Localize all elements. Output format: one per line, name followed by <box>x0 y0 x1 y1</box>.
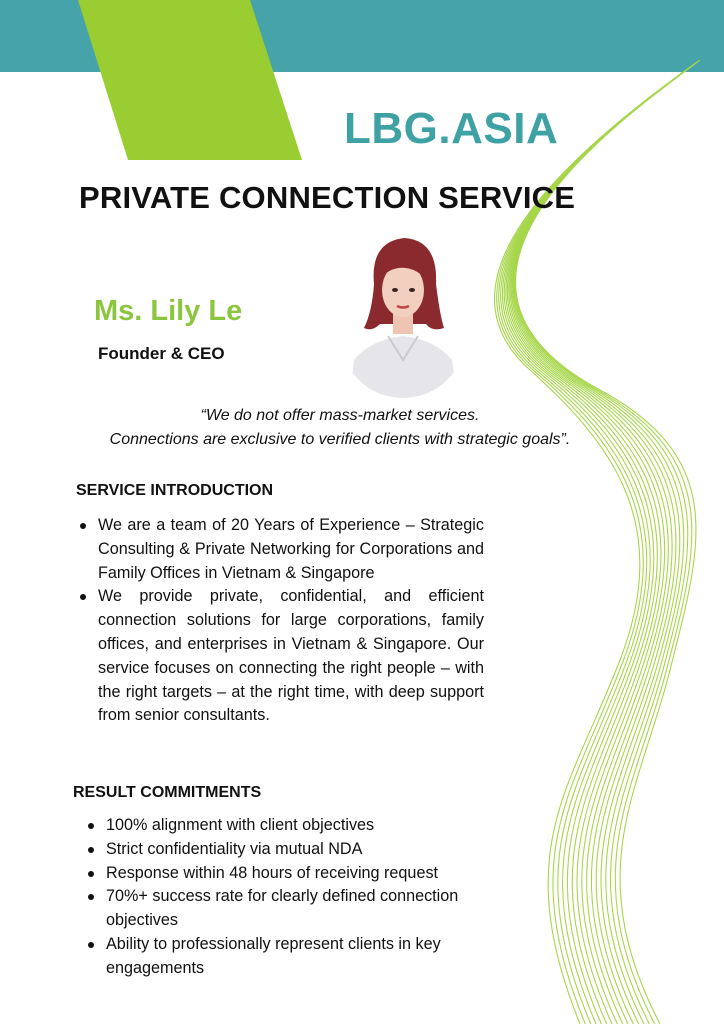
list-item: We are a team of 20 Years of Experience – Strategic Consulting & Private Networking for Corporations and Family Offices in Vietnam & Singapore <box>76 514 484 585</box>
quote-line-2: Connections are exclusive to verified clients with strategic goals”. <box>109 431 571 448</box>
result-commitments-list <box>84 814 494 981</box>
wave-line <box>511 80 676 1024</box>
wave-line <box>515 88 692 1024</box>
list-item: Strict confidentiality via mutual NDA <box>84 838 494 862</box>
founder-portrait-photo <box>340 232 466 398</box>
result-commitments-heading: RESULT COMMITMENTS <box>73 784 262 801</box>
service-introduction-heading: SERVICE INTRODUCTION <box>76 482 274 499</box>
wave-line <box>510 78 676 1024</box>
founder-quote <box>60 404 620 452</box>
brand-logo-text: LBG.ASIA <box>344 104 559 153</box>
list-item: Ability to professionally represent clients in key engagements <box>84 933 494 981</box>
service-introduction-list <box>76 514 484 728</box>
quote-line-1: “We do not offer mass-market services. <box>200 407 480 424</box>
founder-role: Founder & CEO <box>98 344 225 363</box>
list-item: Response within 48 hours of receiving request <box>84 862 494 886</box>
founder-name: Ms. Lily Le <box>94 295 243 327</box>
list-item: 100% alignment with client objectives <box>84 814 494 838</box>
list-item: 70%+ success rate for clearly defined connection objectives <box>84 885 494 933</box>
wave-line <box>513 84 684 1024</box>
list-item: We provide private, confidential, and efficient connection solutions for large corporations, family offices, and enterprises in Vietnam & Singapore. Our service focuses on connecting the right people – with the right targets – at the right time, with deep support from senior consultants. <box>76 585 484 728</box>
page-title: PRIVATE CONNECTION SERVICE <box>79 180 576 215</box>
